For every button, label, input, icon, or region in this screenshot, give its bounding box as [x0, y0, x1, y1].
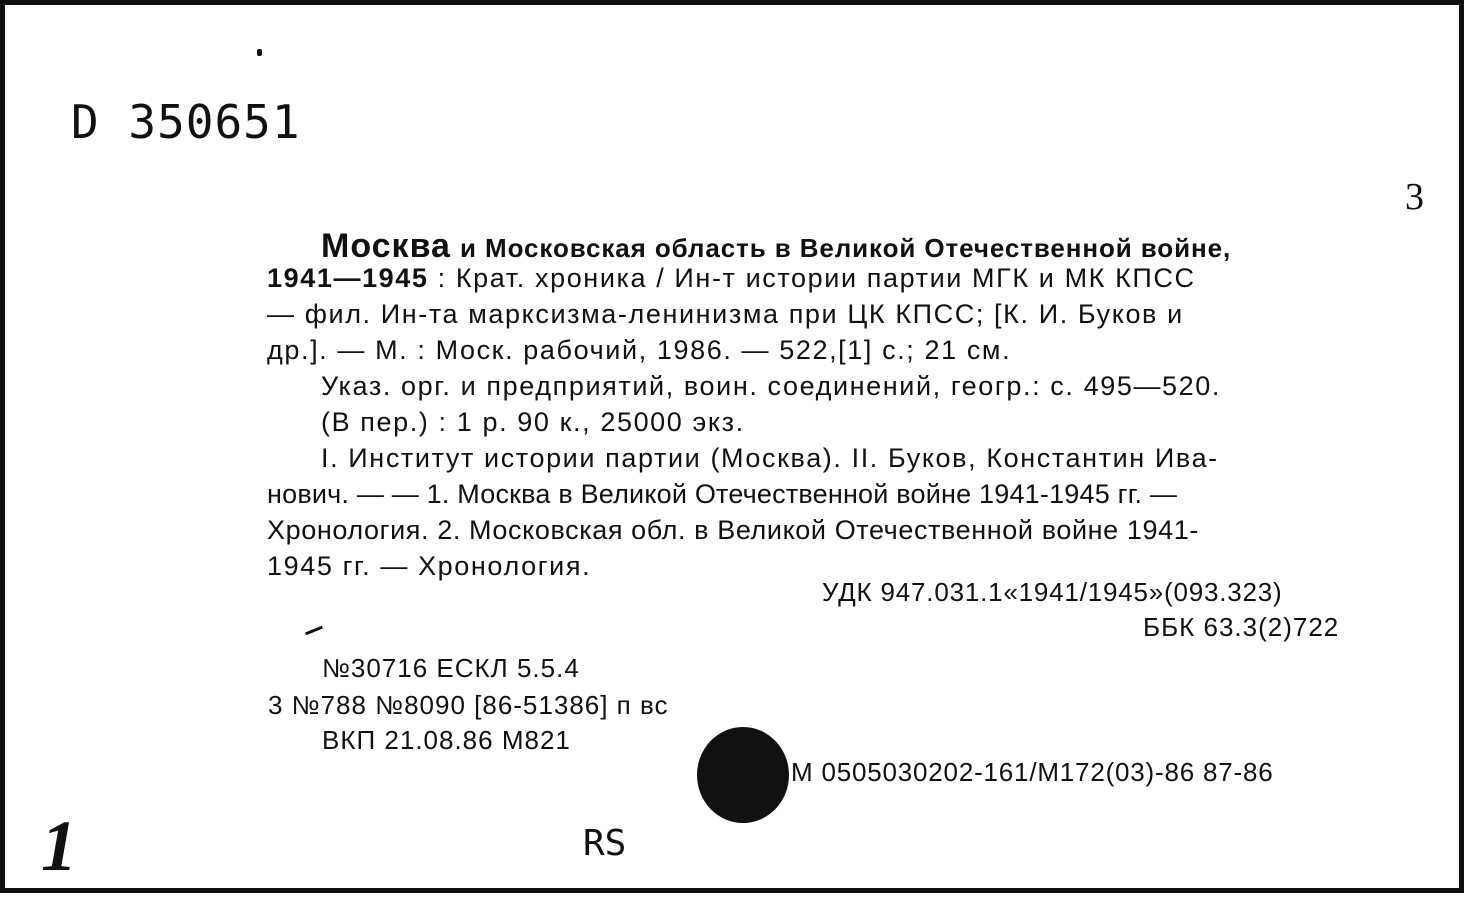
title-line-1: [321, 227, 1231, 266]
title-line-2-rest: : Крат. хроника / Ин-т истории партии МГК и МК КПСС: [428, 263, 1196, 293]
note-line-1: Указ. орг. и предприятий, воин. соединений, геогр.: с. 495—520.: [321, 371, 1221, 401]
tracing-line-2: нович. — — 1. Москва в Великой Отечественной войне 1941-1945 гг. —: [267, 479, 1178, 509]
title-line-2: [267, 263, 1196, 294]
bottom-mark: RS: [583, 823, 627, 864]
title-line-4: др.]. — М. : Моск. рабочий, 1986. — 522,[1] с.; 21 см.: [267, 335, 1012, 365]
corner-mark: 3: [1405, 176, 1424, 218]
title-years: 1941—1945: [267, 263, 429, 293]
udk-code: УДК 947.031.1«1941/1945»(093.323): [822, 577, 1283, 607]
bbk-code: ББК 63.3(2)722: [1143, 612, 1340, 642]
title-line-3: — фил. Ин-та марксизма-ленинизма при ЦК КПСС; [К. И. Буков и: [267, 299, 1184, 329]
registry-line-2: 3 №788 №8090 [86-51386] п вс: [268, 690, 669, 720]
note-line-2: (В пер.) : 1 р. 90 к., 25000 экз.: [321, 407, 745, 437]
ink-blot: [697, 727, 789, 823]
tracing-line-3: Хронология. 2. Московская обл. в Великой Отечественной войне 1941-: [267, 515, 1199, 545]
tracing-line-1: I. Институт истории партии (Москва). II. Буков, Константин Ива-: [321, 443, 1219, 473]
title-heading-word: Москва: [321, 227, 451, 265]
call-number: D 350651: [71, 95, 301, 149]
handwritten-number: 1: [41, 806, 77, 886]
registry-line-3: ВКП 21.08.86 М821: [322, 725, 571, 755]
ink-dot: [257, 49, 262, 56]
registry-line-1: №30716 ЕСКЛ 5.5.4: [322, 653, 580, 683]
title-heading-rest: и Московская область в Великой Отечественной войне,: [460, 233, 1232, 263]
tracing-line-4: 1945 гг. — Хронология.: [267, 551, 592, 581]
catalog-code: М 0505030202-161/М172(03)-86 87-86: [791, 757, 1274, 787]
pen-mark: [305, 626, 323, 636]
